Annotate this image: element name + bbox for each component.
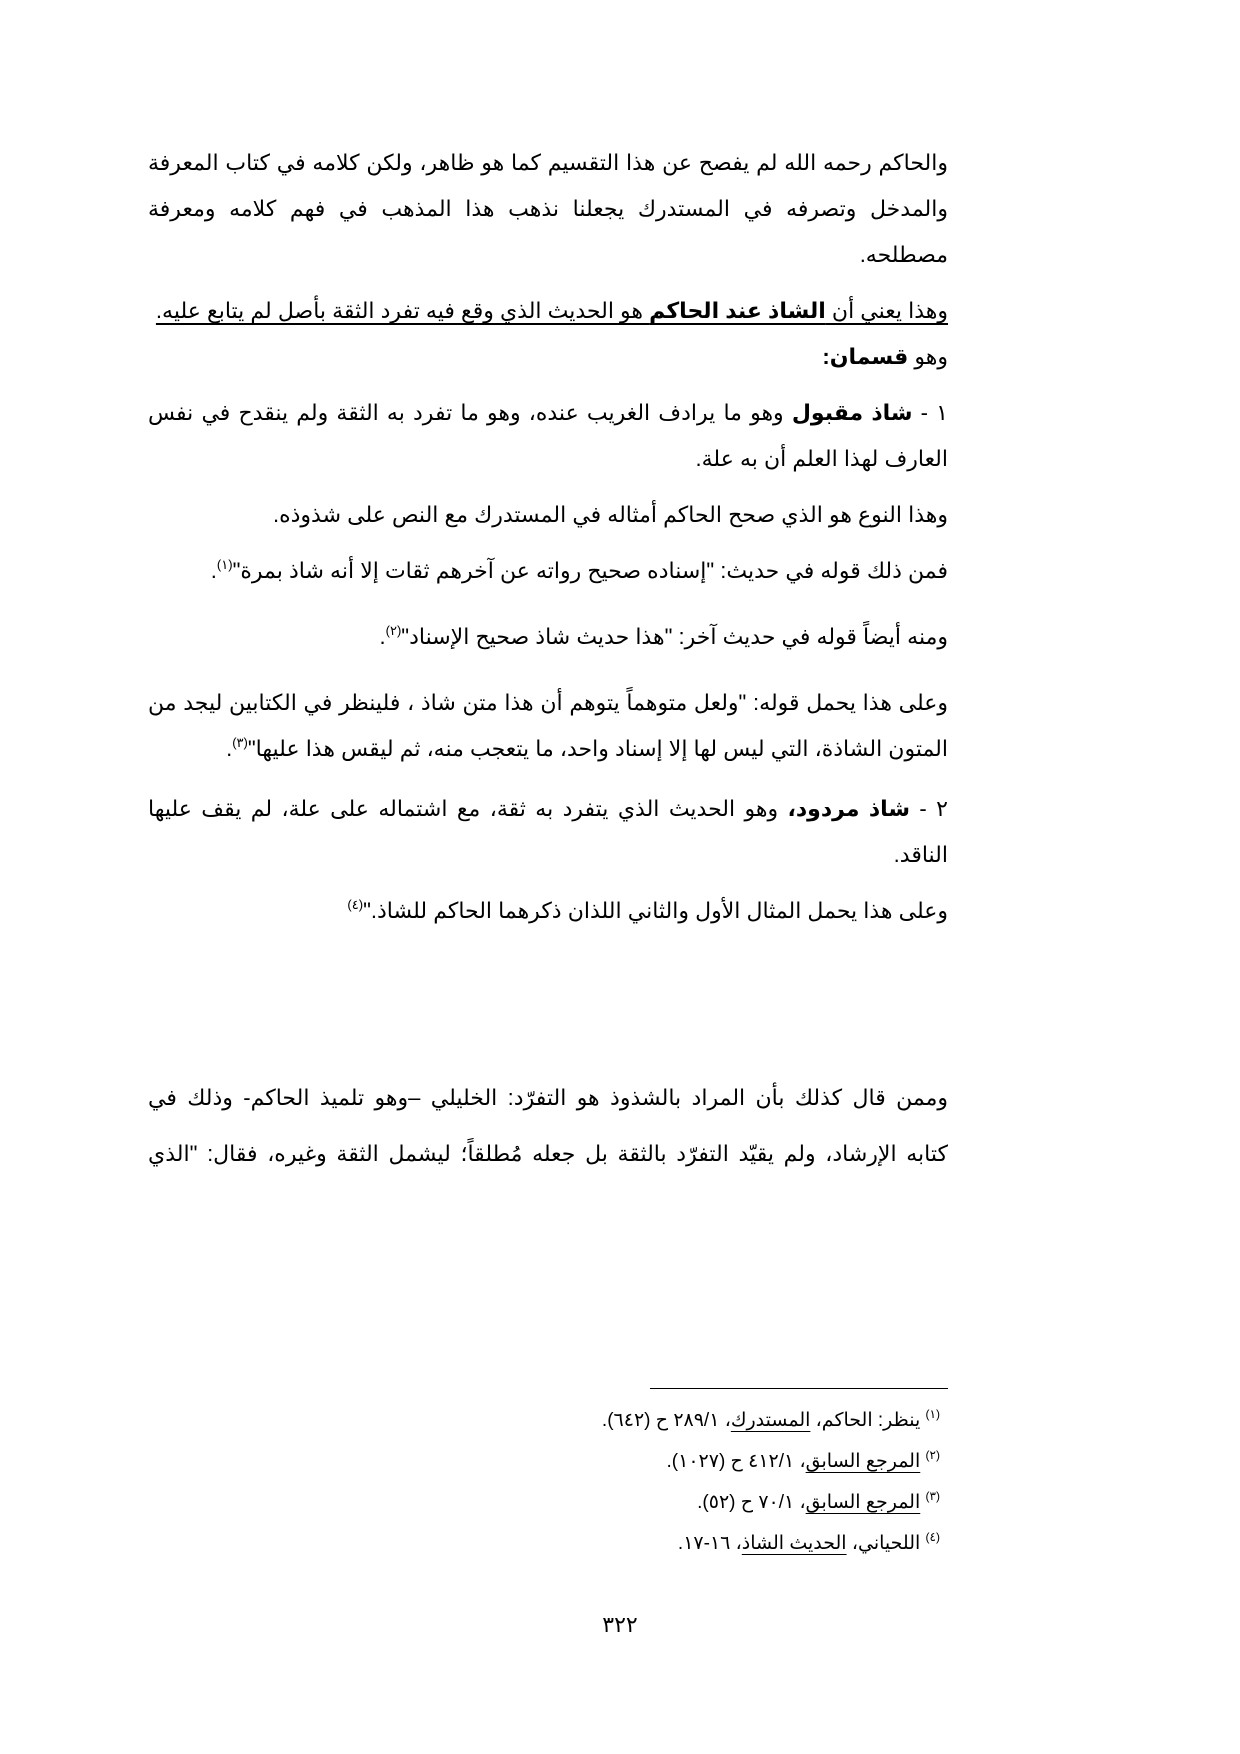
paragraph-3: وهو قسمان: — [822, 344, 948, 369]
paragraph-11 — [148, 1070, 948, 1182]
paragraph-7: ومنه أيضاً قوله في حديث آخر: "هذا حديث شاذ صحيح الإسناد"$^{(٢)}$. — [379, 623, 948, 649]
term-qismani: قسمان: — [822, 344, 909, 369]
paragraph-1: والحاكم رحمه الله لم يفصح عن هذا التقسيم كما هو ظاهر، ولكن كلامه في كتاب المعرفة والمدخل وتصرفه في المستدرك يجعلنا نذهب هذا المذهب في فهم كلامه ومعرفة مصطلحه. — [148, 150, 948, 267]
paragraph-11-line-2: كتابه الإرشاد، ولم يقيّد التفرّد بالثقة بل جعله مُطلقاً؛ ليشمل الثقة وغيره، فقال: "الذي — [148, 1141, 948, 1166]
paragraph-2 — [148, 288, 948, 334]
paragraph-9: ٢ - شاذ مردود، وهو الحديث الذي يتفرد به ثقة، مع اشتماله على علة، لم يقف عليها الناقد. — [148, 796, 948, 867]
term-shadh-maqbul: شاذ مقبول — [791, 400, 913, 425]
page-number: ٣٢٢ — [602, 1612, 638, 1637]
paragraph-2-underlined: وهذا يعني أن الشاذ عند الحاكم هو الحديث الذي وقع فيه تفرد الثقة بأصل لم يتابع عليه. — [155, 298, 948, 323]
footnote-1: $^{(١)}$ ينظر: الحاكم، المستدرك، ٢٨٩/١ ح (٦٤٢). — [601, 1407, 940, 1431]
footnote-ref-3: (٣) — [232, 735, 248, 750]
footnote-ref-2: (٢) — [385, 623, 402, 638]
footnote-3: $^{(٣)}$ المرجع السابق، ٧٠/١ ح (٥٢). — [697, 1489, 940, 1513]
footnote-1-title: المستدرك — [730, 1410, 811, 1431]
paragraph-6: فمن ذلك قوله في حديث: "إسناده صحيح رواته عن آخرهم ثقات إلا أنه شاذ بمرة"$^{(١)}$. — [210, 557, 948, 583]
footnote-3-title: المرجع السابق — [805, 1492, 921, 1513]
footnotes — [500, 1400, 940, 1564]
main-text — [148, 140, 948, 934]
footnote-2-title: المرجع السابق — [805, 1451, 921, 1472]
term-shadh-mardud: شاذ مردود، — [787, 796, 911, 821]
footnote-separator — [650, 1388, 948, 1389]
paragraph-11-line-1: وممن قال كذلك بأن المراد بالشذوذ هو التفرّد: الخليلي –وهو تلميذ الحاكم- وذلك في — [148, 1085, 948, 1110]
paragraph-4: ١ - شاذ مقبول وهو ما يرادف الغريب عنده، وهو ما تفرد به الثقة ولم ينقدح في نفس العارف لهذا العلم أن به علة. — [148, 400, 948, 471]
footnote-4: $^{(٤)}$ اللحياني، الحديث الشاذ، ١٦-١٧. — [677, 1530, 940, 1554]
footnote-ref-4: (٤) — [347, 897, 364, 912]
footnote-4-title: الحديث الشاذ — [741, 1533, 847, 1554]
footnote-ref-1: (١) — [216, 557, 233, 572]
paragraph-8: وعلى هذا يحمل قوله: "ولعل متوهماً يتوهم أن هذا متن شاذ ، فلينظر في الكتابين ليجد من المتون الشاذة، التي ليس لها إلا إسناد واحد، ما يتعجب منه، ثم ليقس هذا عليها"$^{(٣)}$. — [148, 690, 948, 761]
term-shadh-al-hakim: الشاذ عند الحاكم — [649, 298, 826, 323]
paragraph-10: وعلى هذا يحمل المثال الأول والثاني اللذان ذكرهما الحاكم للشاذ."$^{(٤)}$ — [347, 897, 948, 923]
footnote-2: $^{(٢)}$ المرجع السابق، ٤١٢/١ ح (١٠٢٧). — [666, 1448, 940, 1472]
paragraph-5: وهذا النوع هو الذي صحح الحاكم أمثاله في المستدرك مع النص على شذوذه. — [272, 502, 948, 527]
